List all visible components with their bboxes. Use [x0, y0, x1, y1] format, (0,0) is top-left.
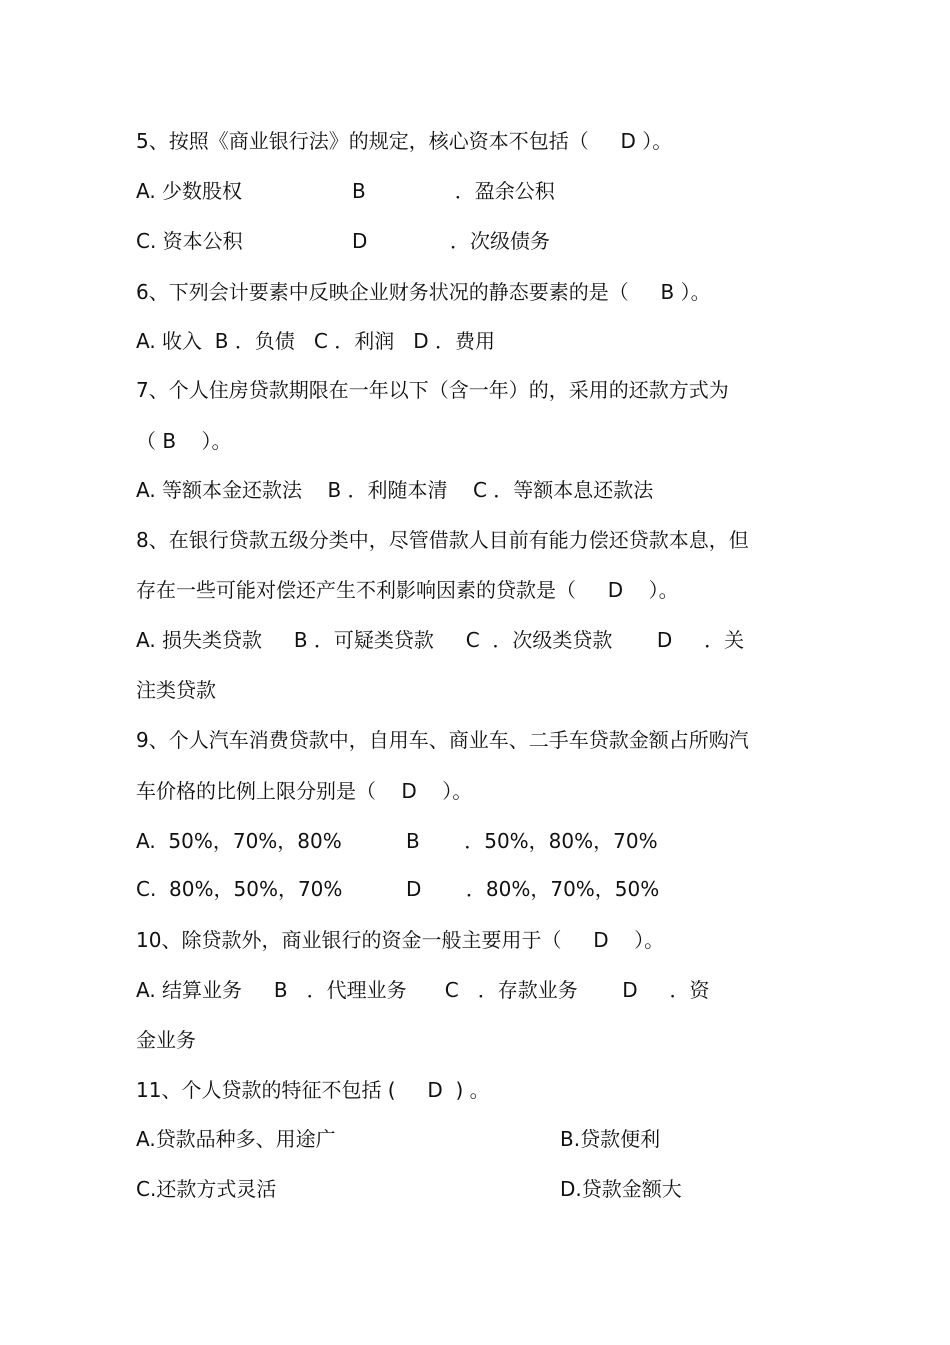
question-7-options: A. 等额本金还款法 B ．利随本清 C ．等额本息还款法 [136, 478, 654, 502]
option-b: B ．盈余公积 [352, 179, 555, 203]
question-10-options-wrap: 金业务 [136, 1028, 196, 1052]
question-9-stem-line-1: 9、个人汽车消费贷款中，自用车、商业车、二手车贷款金额占所购汽 [136, 728, 749, 752]
question-7-stem-line-1: 7、个人住房贷款期限在一年以下（含一年）的，采用的还款方式为 [136, 378, 729, 402]
option-a: A. 50%，70%，80% [136, 829, 342, 853]
question-8-options-wrap: 注类贷款 [136, 678, 216, 702]
option-c: C. 资本公积 [136, 229, 243, 253]
question-7-stem-line-2: （ B ）。 [136, 429, 232, 453]
option-b: B.贷款便利 [560, 1127, 661, 1151]
option-d: D.贷款金额大 [560, 1177, 682, 1201]
question-10-stem: 10、除贷款外，商业银行的资金一般主要用于（ D ）。 [136, 928, 665, 952]
option-c: C.还款方式灵活 [136, 1177, 277, 1201]
question-6-options: A. 收入 B ．负债 C ．利润 D ．费用 [136, 329, 496, 353]
question-8-stem-line-2: 存在一些可能对偿还产生不利影响因素的贷款是（ D ）。 [136, 578, 679, 602]
option-b: B ．50%，80%，70% [406, 829, 658, 853]
question-10-options: A. 结算业务 B ．代理业务 C ．存款业务 D ．资 [136, 978, 710, 1002]
option-c: C. 80%，50%，70% [136, 877, 343, 901]
option-d: D ．80%，70%，50% [406, 877, 660, 901]
question-8-options: A. 损失类贷款 B ．可疑类贷款 C ．次级类贷款 D ．关 [136, 628, 745, 652]
question-5-stem: 5、按照《商业银行法》的规定，核心资本不包括（ D ）。 [136, 129, 673, 153]
question-8-stem-line-1: 8、在银行贷款五级分类中，尽管借款人目前有能力偿还贷款本息，但 [136, 528, 749, 552]
option-a: A. 少数股权 [136, 179, 243, 203]
question-6-stem: 6、下列会计要素中反映企业财务状况的静态要素的是（ B ）。 [136, 280, 711, 304]
option-d: D ．次级债务 [352, 229, 551, 253]
option-a: A.贷款品种多、用途广 [136, 1127, 336, 1151]
question-11-stem: 11、个人贷款的特征不包括 ( D ) 。 [136, 1078, 490, 1102]
question-9-stem-line-2: 车价格的比例上限分别是（ D ）。 [136, 779, 473, 803]
